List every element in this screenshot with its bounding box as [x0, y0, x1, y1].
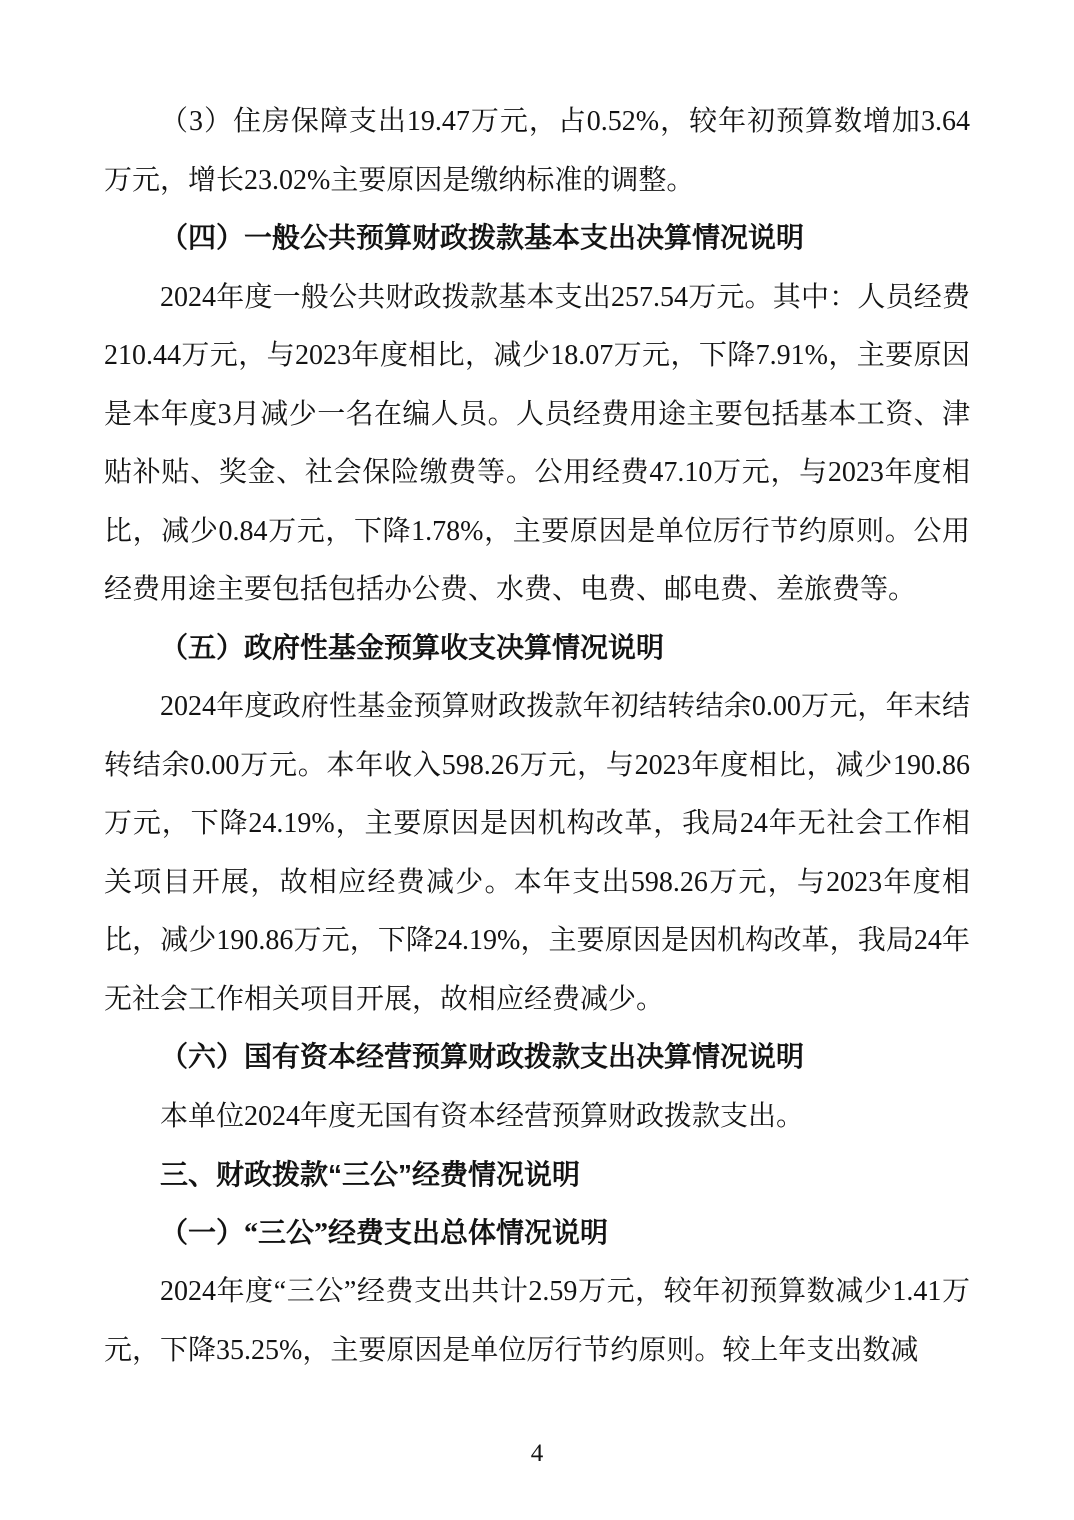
document-body [104, 93, 970, 1380]
body-paragraph-state-capital: 本单位2024年度无国有资本经营预算财政拨款支出。 [160, 1100, 805, 1132]
body-paragraph-government-fund: 2024年度政府性基金预算财政拨款年初结转结余0.00万元，年末结转结余0.00万元。本年收入598.26万元，与2023年度相比，减少190.86万元，下降24.19%，主要原因是因机构改革，我局24年无社会工作相关项目开展，故相应经费减少。本年支出598.26万元，与2023年度相比，减少190.86万元，下降24.19%，主要原因是因机构改革，我局24年无社会工作相关项目开展，故相应经费减少。 [104, 691, 970, 1015]
section-heading-5-government-fund: （五）政府性基金预算收支决算情况说明 [160, 632, 665, 664]
section-heading-1-three-public-overview: （一）“三公”经费支出总体情况说明 [160, 1217, 609, 1249]
page-number: 4 [530, 1440, 544, 1467]
section-heading-6-state-capital: （六）国有资本经营预算财政拨款支出决算情况说明 [160, 1042, 805, 1073]
body-paragraph-housing-support: （3）住房保障支出19.47万元，占0.52%，较年初预算数增加3.64万元，增长23.02%主要原因是缴纳标准的调整。 [104, 106, 970, 196]
body-paragraph-three-public-overview: 2024年度“三公”经费支出共计2.59万元，较年初预算数减少1.41万元，下降35.25%，主要原因是单位厉行节约原则。较上年支出数减 [104, 1276, 970, 1366]
section-heading-4-basic-expenditure: （四）一般公共预算财政拨款基本支出决算情况说明 [160, 223, 805, 254]
chapter-heading-3-three-public-funds: 三、财政拨款“三公”经费情况说明 [160, 1159, 581, 1190]
body-paragraph-basic-expenditure: 2024年度一般公共财政拨款基本支出257.54万元。其中：人员经费210.44万元，与2023年度相比，减少18.07万元，下降7.91%，主要原因是本年度3月减少一名在编人员。人员经费用途主要包括基本工资、津贴补贴、奖金、社会保险缴费等。公用经费47.10万元，与2023年度相比，减少0.84万元，下降1.78%，主要原因是单位厉行节约原则。公用经费用途主要包括包括办公费、水费、电费、邮电费、差旅费等。 [104, 281, 970, 605]
